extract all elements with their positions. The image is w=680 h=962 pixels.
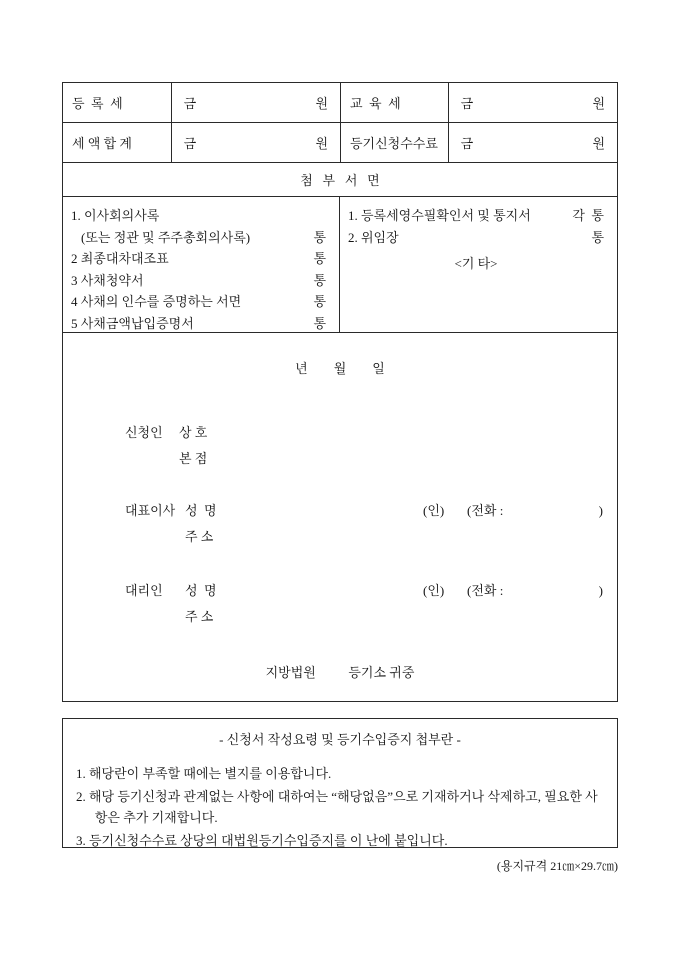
applicant-label: 신청인 <box>125 425 163 440</box>
attachments-row <box>63 197 617 333</box>
instructions-title: - 신청서 작성요령 및 등기수입증지 첩부란 - <box>219 732 461 747</box>
tax-total-amount-cell[interactable] <box>171 123 340 162</box>
tax-row-1 <box>63 83 617 123</box>
registration-tax-label-cell <box>63 83 171 122</box>
education-tax-label: 교 육 세 <box>350 96 401 111</box>
currency-suffix: 원 <box>315 136 328 151</box>
currency-suffix: 원 <box>592 136 605 151</box>
currency-prefix: 금 <box>183 96 197 111</box>
instruction-item: 2. 해당 등기신청과 관계없는 사항에 대하여는 “해당없음”으로 기재하거나 삭제하고, 필요한 사항은 추가 기재합니다. <box>76 789 598 825</box>
registration-tax-amount-cell[interactable] <box>171 83 340 122</box>
attachment-item: 5 사채금액납입증명서 통 <box>71 315 326 331</box>
registration-fee-label: 등기신청수수료 <box>350 136 438 151</box>
ceo-phone-field[interactable] <box>467 501 603 521</box>
registration-fee-amount-cell[interactable] <box>448 123 617 162</box>
attachment-item: 1. 이사회의사록 <box>71 208 160 223</box>
currency-prefix: 금 <box>183 136 197 151</box>
tax-total-label-cell <box>63 123 171 162</box>
attachments-right-column <box>340 197 617 332</box>
registration-fee-label-cell <box>340 123 448 162</box>
ceo-seal-label: (인) <box>423 503 445 518</box>
attachment-item: 2. 위임장 통 <box>348 229 604 245</box>
currency-prefix: 금 <box>460 136 474 151</box>
agent-name-label[interactable]: 성 명 <box>185 583 217 598</box>
currency-suffix: 원 <box>592 96 605 111</box>
attachment-item: 4 사채의 인수를 증명하는 서면 통 <box>71 294 326 309</box>
education-tax-amount-cell[interactable] <box>448 83 617 122</box>
attachment-item: 2 최종대차대조표 통 <box>71 251 326 266</box>
currency-suffix: 원 <box>315 96 328 111</box>
currency-prefix: 금 <box>460 96 474 111</box>
ceo-address-label[interactable]: 주 소 <box>185 529 214 544</box>
main-form-table <box>62 82 618 702</box>
tax-total-label: 세 액 합 계 <box>72 136 132 151</box>
phone-open: (전화 : <box>467 503 504 518</box>
ceo-label: 대표이사 <box>125 503 176 518</box>
instruction-item: 3. 등기신청수수료 상당의 대법원등기수입증지를 이 난에 붙입니다. <box>76 833 448 848</box>
attachment-item: 3 사채청약서 통 <box>71 272 326 288</box>
agent-seal-label: (인) <box>423 583 445 598</box>
instruction-item: 1. 해당란이 부족할 때에는 별지를 이용합니다. <box>76 766 332 781</box>
head-office-label[interactable]: 본 점 <box>179 451 208 466</box>
attachments-header-row <box>63 163 617 197</box>
agent-phone-field[interactable] <box>467 581 603 601</box>
court-line: 지방법원 등기소 귀중 <box>265 665 415 680</box>
application-body <box>63 333 617 701</box>
attachment-etc-label: <기 타> <box>454 256 498 271</box>
attachments-title: 첨 부 서 면 <box>300 173 380 188</box>
trade-name-label[interactable]: 상 호 <box>179 425 208 440</box>
agent-label: 대리인 <box>125 583 163 598</box>
phone-close: ) <box>598 503 603 518</box>
tax-row-2 <box>63 123 617 163</box>
attachment-item: 1. 등록세영수필확인서 및 통지서 각 통 <box>348 208 604 223</box>
phone-close: ) <box>598 583 603 598</box>
attachment-item: (또는 정관 및 주주총회의사록) 통 <box>81 229 326 245</box>
ceo-name-label[interactable]: 성 명 <box>185 503 217 518</box>
paper-size-note: (용지규격 21㎝×29.7㎝) <box>496 859 618 873</box>
instructions-box <box>62 718 618 848</box>
date-line[interactable]: 년 월 일 <box>295 361 385 376</box>
agent-address-label[interactable]: 주 소 <box>185 609 214 624</box>
registration-tax-label: 등 록 세 <box>72 96 123 111</box>
phone-open: (전화 : <box>467 583 504 598</box>
education-tax-label-cell <box>340 83 448 122</box>
attachments-left-column <box>63 197 340 332</box>
